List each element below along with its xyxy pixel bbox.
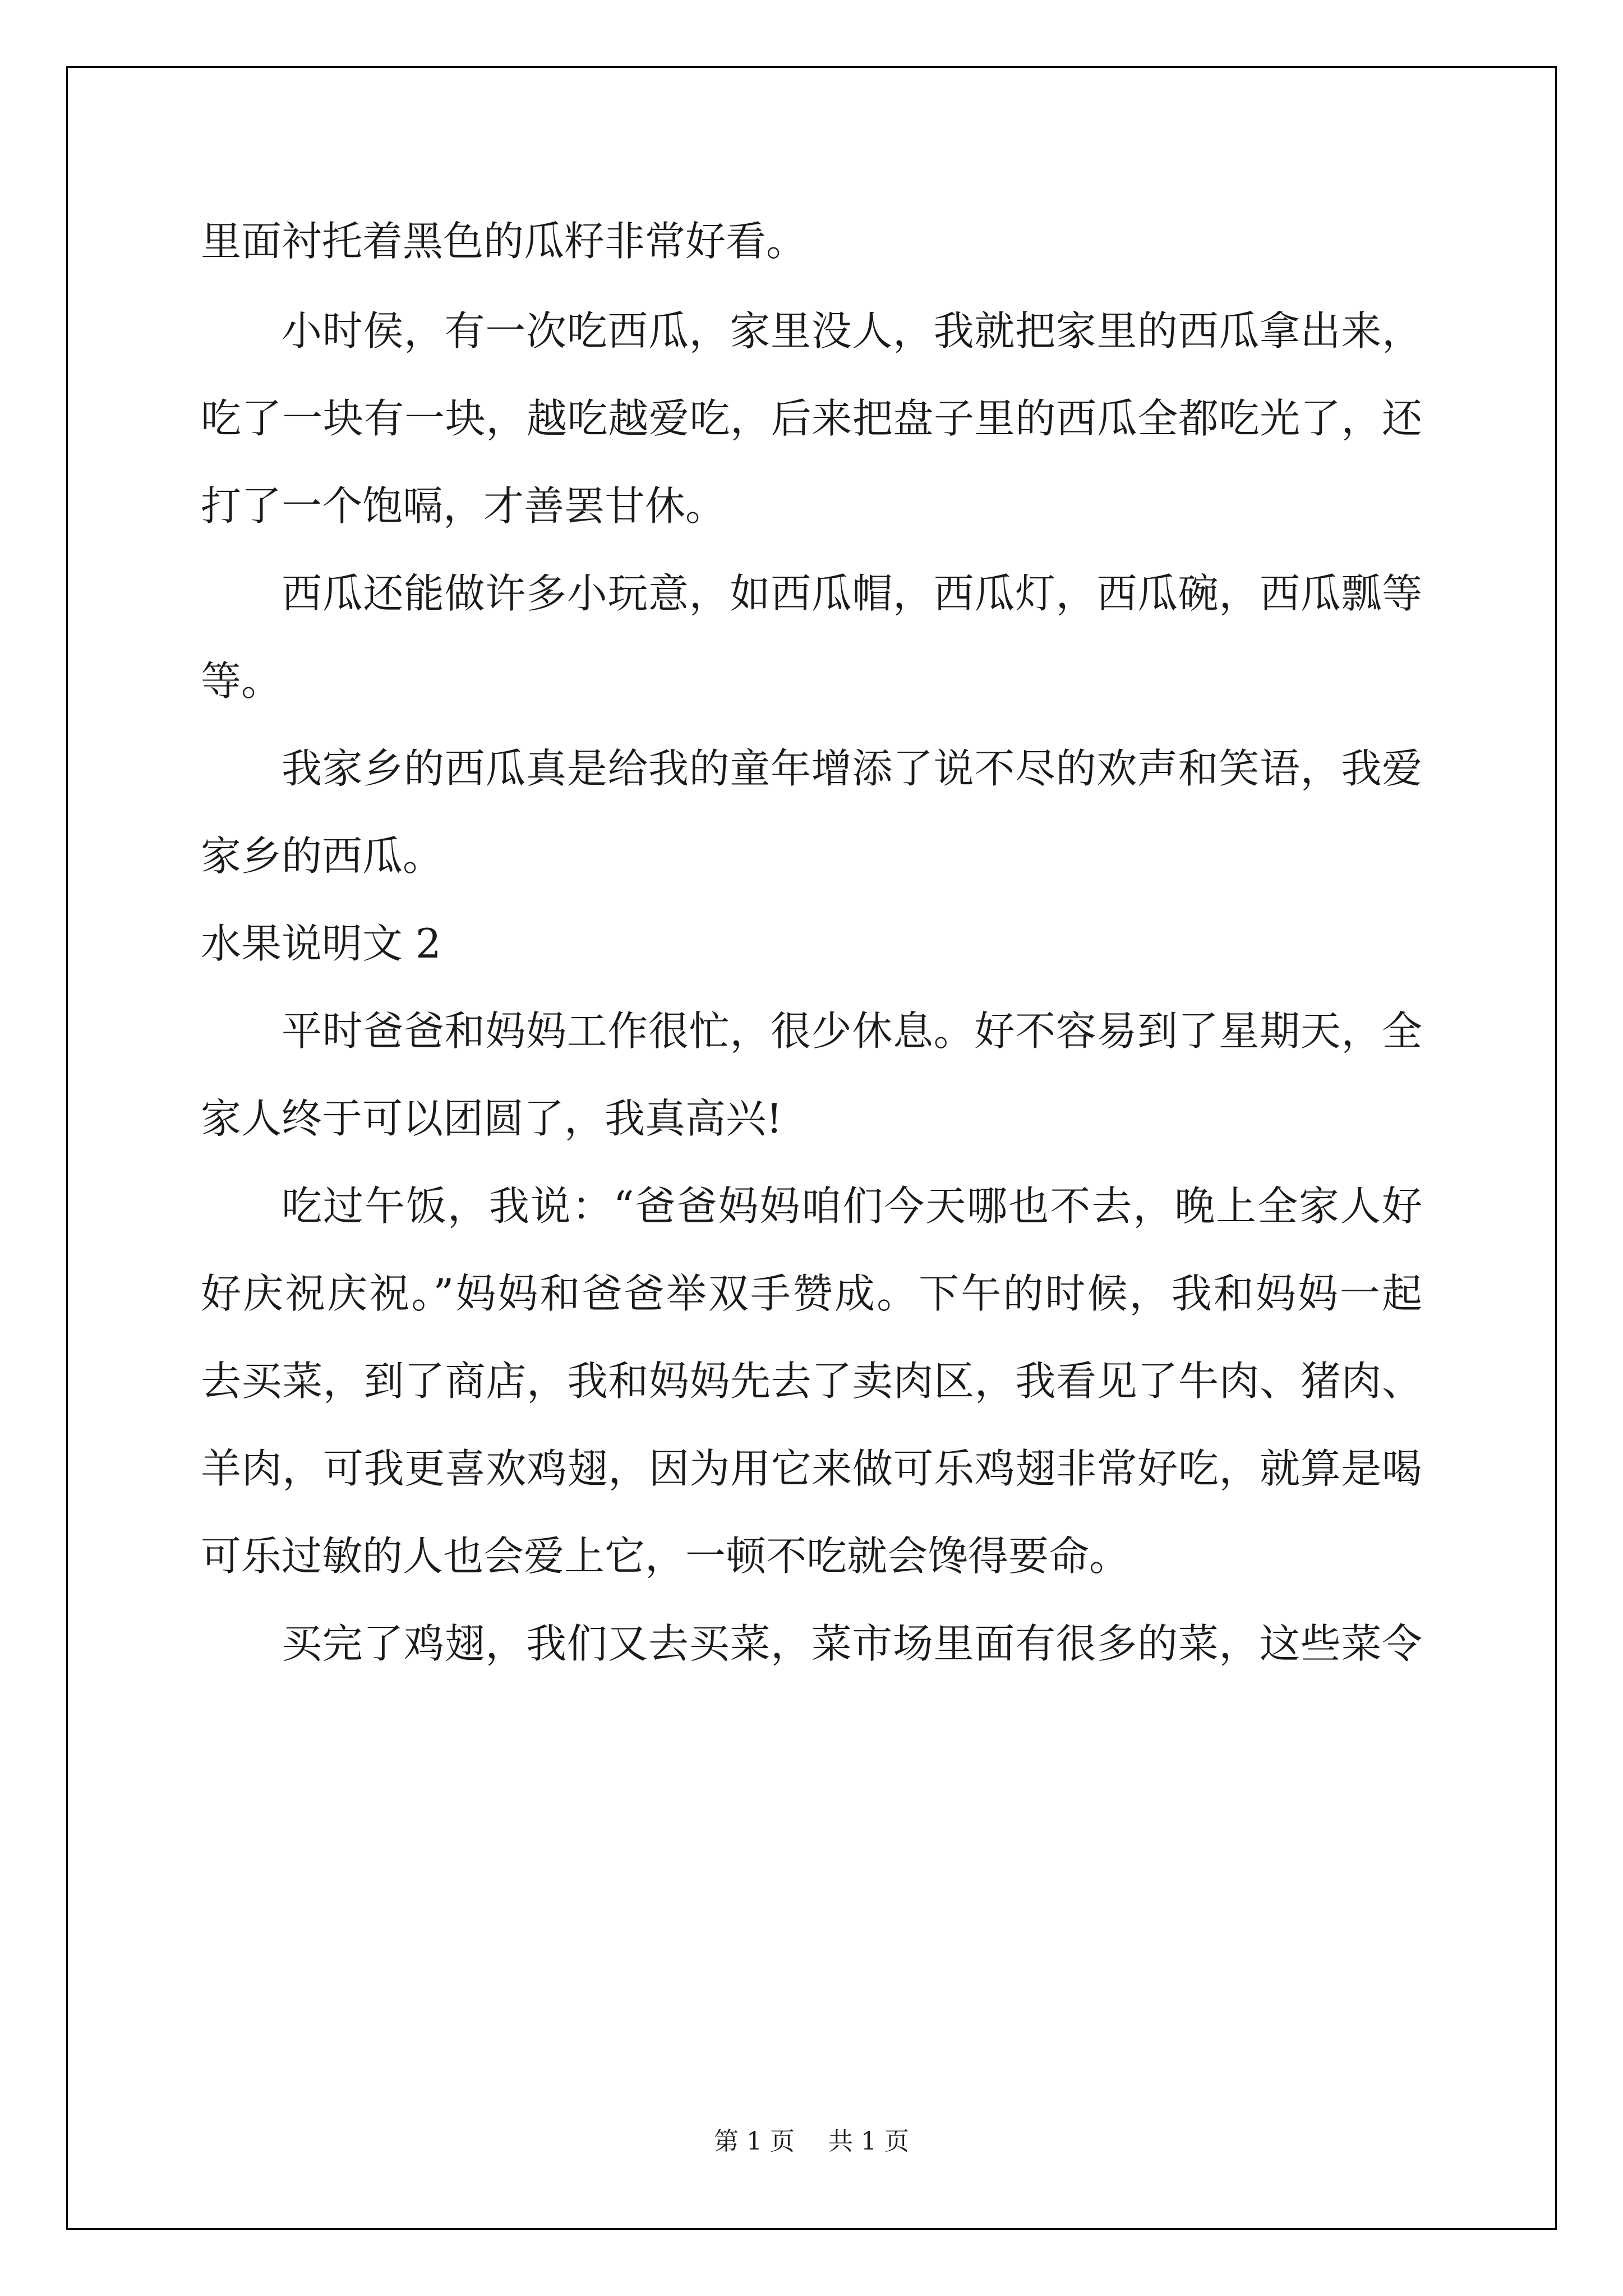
text-line: 家人终于可以团圆了，我真高兴! xyxy=(201,1095,782,1142)
text-line: 打了一个饱嗝，才善罢甘休。 xyxy=(201,482,726,530)
text-line: 里面衬托着黑色的瓜籽非常好看。 xyxy=(201,218,807,265)
text-line: 我家乡的西瓜真是给我的童年增添了说不尽的欢声和笑语，我爱 xyxy=(282,745,1422,792)
page-total: 共 1 页 xyxy=(828,2127,909,2156)
text-line: 吃过午饭，我说：“爸爸妈妈咱们今天哪也不去，晚上全家人好 xyxy=(282,1182,1422,1230)
text-line: 羊肉，可我更喜欢鸡翅，因为用它来做可乐鸡翅非常好吃，就算是喝 xyxy=(201,1445,1422,1492)
text-line: 西瓜还能做许多小玩意，如西瓜帽，西瓜灯，西瓜碗，西瓜瓢等 xyxy=(282,570,1422,617)
text-line: 好庆祝庆祝。”妈妈和爸爸举双手赞成。下午的时候，我和妈妈一起 xyxy=(201,1270,1422,1317)
text-line: 可乐过敏的人也会爱上它，一顿不吃就会馋得要命。 xyxy=(201,1533,1130,1580)
page-footer xyxy=(0,2125,1623,2159)
page-number: 第 1 页 xyxy=(714,2127,795,2156)
text-line: 吃了一块有一块，越吃越爱吃，后来把盘子里的西瓜全都吃光了，还 xyxy=(201,395,1422,442)
text-line: 平时爸爸和妈妈工作很忙，很少休息。好不容易到了星期天，全 xyxy=(282,1007,1422,1055)
text-line: 家乡的西瓜。 xyxy=(201,832,444,880)
text-line: 等。 xyxy=(201,657,282,705)
text-line: 买完了鸡翅，我们又去买菜，菜市场里面有很多的菜，这些菜令 xyxy=(282,1620,1422,1667)
section-heading: 水果说明文 2 xyxy=(201,920,441,967)
text-line: 小时侯，有一次吃西瓜，家里没人，我就把家里的西瓜拿出来， xyxy=(282,307,1422,355)
text-line: 去买菜，到了商店，我和妈妈先去了卖肉区，我看见了牛肉、猪肉、 xyxy=(201,1358,1422,1405)
